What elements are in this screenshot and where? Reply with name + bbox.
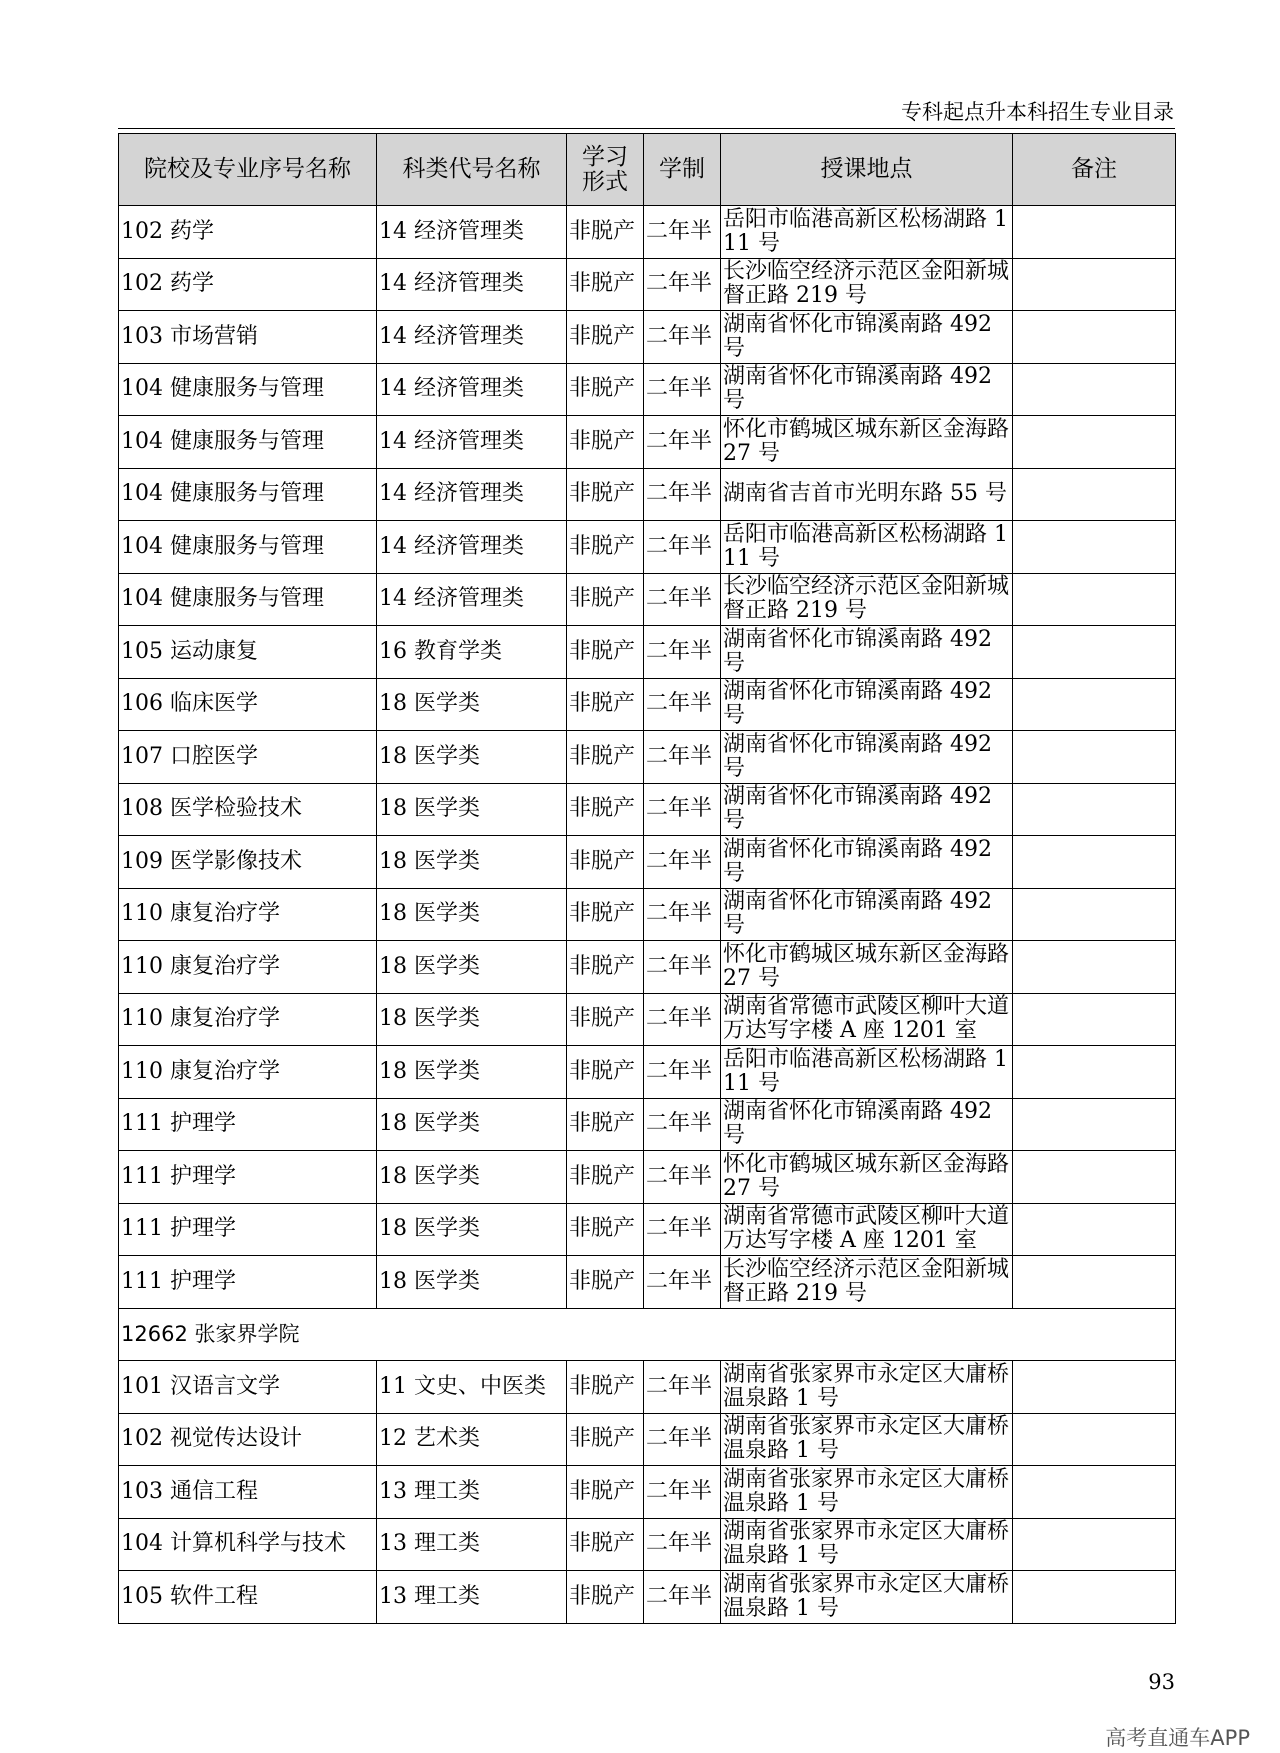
table-row	[119, 258, 1176, 311]
duration-cell: 二年半	[644, 1413, 721, 1466]
page-number: 93	[1148, 1670, 1175, 1694]
duration-cell: 二年半	[644, 311, 721, 364]
category-cell: 18 医学类	[377, 888, 567, 941]
duration-cell: 二年半	[644, 941, 721, 994]
table-row	[119, 626, 1176, 679]
duration-cell: 二年半	[644, 1046, 721, 1099]
note-cell	[1013, 993, 1176, 1046]
major-cell: 104 健康服务与管理	[119, 416, 377, 469]
mode-cell: 非脱产	[567, 311, 644, 364]
location-cell: 湖南省常德市武陵区柳叶大道万达写字楼 A 座 1201 室	[721, 993, 1013, 1046]
mode-cell: 非脱产	[567, 521, 644, 574]
note-cell	[1013, 468, 1176, 521]
major-cell: 102 药学	[119, 258, 377, 311]
category-cell: 14 经济管理类	[377, 573, 567, 626]
mode-cell: 非脱产	[567, 363, 644, 416]
location-cell: 岳阳市临港高新区松杨湖路 111 号	[721, 521, 1013, 574]
table-row	[119, 206, 1176, 259]
duration-cell: 二年半	[644, 993, 721, 1046]
mode-cell: 非脱产	[567, 941, 644, 994]
column-header-location: 授课地点	[721, 134, 1013, 206]
column-header-major: 院校及专业序号名称	[119, 134, 377, 206]
location-cell: 湖南省怀化市锦溪南路 492 号	[721, 678, 1013, 731]
mode-cell: 非脱产	[567, 468, 644, 521]
location-cell: 湖南省怀化市锦溪南路 492 号	[721, 783, 1013, 836]
category-cell: 11 文史、中医类	[377, 1361, 567, 1414]
duration-cell: 二年半	[644, 1203, 721, 1256]
category-cell: 12 艺术类	[377, 1413, 567, 1466]
column-header-note: 备注	[1013, 134, 1176, 206]
duration-cell: 二年半	[644, 573, 721, 626]
category-cell: 18 医学类	[377, 1203, 567, 1256]
major-cell: 110 康复治疗学	[119, 941, 377, 994]
duration-cell: 二年半	[644, 1466, 721, 1519]
category-cell: 18 医学类	[377, 678, 567, 731]
table-row	[119, 1203, 1176, 1256]
note-cell	[1013, 258, 1176, 311]
table-row	[119, 1046, 1176, 1099]
school-name: 12662 张家界学院	[119, 1308, 1176, 1361]
note-cell	[1013, 783, 1176, 836]
mode-cell: 非脱产	[567, 626, 644, 679]
major-cell: 102 药学	[119, 206, 377, 259]
location-cell: 湖南省怀化市锦溪南路 492 号	[721, 626, 1013, 679]
mode-cell: 非脱产	[567, 783, 644, 836]
table-row	[119, 1571, 1176, 1624]
duration-cell: 二年半	[644, 1098, 721, 1151]
location-cell: 湖南省怀化市锦溪南路 492 号	[721, 311, 1013, 364]
major-cell: 111 护理学	[119, 1203, 377, 1256]
category-cell: 18 医学类	[377, 1256, 567, 1309]
mode-cell: 非脱产	[567, 731, 644, 784]
table-row	[119, 993, 1176, 1046]
mode-cell: 非脱产	[567, 206, 644, 259]
note-cell	[1013, 1256, 1176, 1309]
duration-cell: 二年半	[644, 783, 721, 836]
note-cell	[1013, 731, 1176, 784]
major-cell: 110 康复治疗学	[119, 888, 377, 941]
major-cell: 109 医学影像技术	[119, 836, 377, 889]
duration-cell: 二年半	[644, 1151, 721, 1204]
location-cell: 湖南省张家界市永定区大庸桥温泉路 1 号	[721, 1413, 1013, 1466]
table-row	[119, 416, 1176, 469]
major-cell: 110 康复治疗学	[119, 993, 377, 1046]
mode-cell: 非脱产	[567, 836, 644, 889]
duration-cell: 二年半	[644, 731, 721, 784]
mode-cell: 非脱产	[567, 993, 644, 1046]
major-cell: 110 康复治疗学	[119, 1046, 377, 1099]
category-cell: 18 医学类	[377, 731, 567, 784]
mode-cell: 非脱产	[567, 1046, 644, 1099]
note-cell	[1013, 836, 1176, 889]
mode-cell: 非脱产	[567, 1256, 644, 1309]
table-row	[119, 678, 1176, 731]
duration-cell: 二年半	[644, 888, 721, 941]
mode-cell: 非脱产	[567, 1571, 644, 1624]
major-cell: 111 护理学	[119, 1151, 377, 1204]
note-cell	[1013, 1413, 1176, 1466]
note-cell	[1013, 311, 1176, 364]
major-catalog-table	[118, 133, 1176, 1624]
major-cell: 107 口腔医学	[119, 731, 377, 784]
table-row	[119, 888, 1176, 941]
major-cell: 104 计算机科学与技术	[119, 1518, 377, 1571]
location-cell: 怀化市鹤城区城东新区金海路 27 号	[721, 1151, 1013, 1204]
duration-cell: 二年半	[644, 363, 721, 416]
category-cell: 18 医学类	[377, 1151, 567, 1204]
table-row	[119, 311, 1176, 364]
mode-cell: 非脱产	[567, 1466, 644, 1519]
table-header-row	[119, 134, 1176, 206]
column-header-category: 科类代号名称	[377, 134, 567, 206]
location-cell: 长沙临空经济示范区金阳新城督正路 219 号	[721, 258, 1013, 311]
major-cell: 101 汉语言文学	[119, 1361, 377, 1414]
category-cell: 18 医学类	[377, 836, 567, 889]
mode-cell: 非脱产	[567, 888, 644, 941]
location-cell: 怀化市鹤城区城东新区金海路 27 号	[721, 941, 1013, 994]
location-cell: 岳阳市临港高新区松杨湖路 111 号	[721, 1046, 1013, 1099]
category-cell: 16 教育学类	[377, 626, 567, 679]
duration-cell: 二年半	[644, 206, 721, 259]
note-cell	[1013, 573, 1176, 626]
category-cell: 18 医学类	[377, 783, 567, 836]
major-cell: 105 软件工程	[119, 1571, 377, 1624]
category-cell: 14 经济管理类	[377, 206, 567, 259]
location-cell: 湖南省怀化市锦溪南路 492 号	[721, 836, 1013, 889]
note-cell	[1013, 1571, 1176, 1624]
category-cell: 14 经济管理类	[377, 468, 567, 521]
mode-cell: 非脱产	[567, 416, 644, 469]
location-cell: 长沙临空经济示范区金阳新城督正路 219 号	[721, 1256, 1013, 1309]
note-cell	[1013, 363, 1176, 416]
location-cell: 湖南省怀化市锦溪南路 492 号	[721, 888, 1013, 941]
note-cell	[1013, 1361, 1176, 1414]
table-row	[119, 1518, 1176, 1571]
duration-cell: 二年半	[644, 1361, 721, 1414]
category-cell: 18 医学类	[377, 1046, 567, 1099]
category-cell: 18 医学类	[377, 941, 567, 994]
major-cell: 111 护理学	[119, 1256, 377, 1309]
category-cell: 14 经济管理类	[377, 521, 567, 574]
table-row	[119, 1098, 1176, 1151]
table-row	[119, 783, 1176, 836]
note-cell	[1013, 678, 1176, 731]
mode-cell: 非脱产	[567, 678, 644, 731]
mode-cell: 非脱产	[567, 1361, 644, 1414]
duration-cell: 二年半	[644, 1256, 721, 1309]
location-cell: 岳阳市临港高新区松杨湖路 111 号	[721, 206, 1013, 259]
mode-cell: 非脱产	[567, 1518, 644, 1571]
duration-cell: 二年半	[644, 416, 721, 469]
table-row	[119, 1413, 1176, 1466]
note-cell	[1013, 521, 1176, 574]
major-cell: 105 运动康复	[119, 626, 377, 679]
major-cell: 104 健康服务与管理	[119, 521, 377, 574]
note-cell	[1013, 888, 1176, 941]
table-row	[119, 1361, 1176, 1414]
location-cell: 长沙临空经济示范区金阳新城督正路 219 号	[721, 573, 1013, 626]
table-row	[119, 941, 1176, 994]
column-header-mode: 学习 形式	[567, 134, 644, 206]
table-row	[119, 731, 1176, 784]
major-cell: 104 健康服务与管理	[119, 363, 377, 416]
table-row	[119, 521, 1176, 574]
note-cell	[1013, 416, 1176, 469]
mode-cell: 非脱产	[567, 1098, 644, 1151]
location-cell: 怀化市鹤城区城东新区金海路 27 号	[721, 416, 1013, 469]
table-row	[119, 1151, 1176, 1204]
note-cell	[1013, 1466, 1176, 1519]
major-cell: 102 视觉传达设计	[119, 1413, 377, 1466]
table-row	[119, 363, 1176, 416]
table-row	[119, 836, 1176, 889]
major-cell: 108 医学检验技术	[119, 783, 377, 836]
note-cell	[1013, 941, 1176, 994]
major-cell: 104 健康服务与管理	[119, 573, 377, 626]
table-row	[119, 1466, 1176, 1519]
note-cell	[1013, 1203, 1176, 1256]
duration-cell: 二年半	[644, 1518, 721, 1571]
category-cell: 18 医学类	[377, 993, 567, 1046]
note-cell	[1013, 1518, 1176, 1571]
mode-cell: 非脱产	[567, 573, 644, 626]
location-cell: 湖南省怀化市锦溪南路 492 号	[721, 731, 1013, 784]
duration-cell: 二年半	[644, 678, 721, 731]
category-cell: 14 经济管理类	[377, 416, 567, 469]
table-row	[119, 468, 1176, 521]
category-cell: 13 理工类	[377, 1571, 567, 1624]
location-cell: 湖南省怀化市锦溪南路 492 号	[721, 363, 1013, 416]
category-cell: 13 理工类	[377, 1466, 567, 1519]
note-cell	[1013, 1046, 1176, 1099]
category-cell: 18 医学类	[377, 1098, 567, 1151]
mode-cell: 非脱产	[567, 1413, 644, 1466]
location-cell: 湖南省吉首市光明东路 55 号	[721, 468, 1013, 521]
duration-cell: 二年半	[644, 258, 721, 311]
mode-cell: 非脱产	[567, 1151, 644, 1204]
duration-cell: 二年半	[644, 626, 721, 679]
note-cell	[1013, 626, 1176, 679]
location-cell: 湖南省张家界市永定区大庸桥温泉路 1 号	[721, 1518, 1013, 1571]
major-cell: 103 通信工程	[119, 1466, 377, 1519]
table-body	[119, 206, 1176, 1624]
duration-cell: 二年半	[644, 836, 721, 889]
school-row	[119, 1308, 1176, 1361]
location-cell: 湖南省怀化市锦溪南路 492 号	[721, 1098, 1013, 1151]
location-cell: 湖南省张家界市永定区大庸桥温泉路 1 号	[721, 1571, 1013, 1624]
watermark: 高考直通车APP	[1105, 1726, 1250, 1750]
mode-cell: 非脱产	[567, 1203, 644, 1256]
location-cell: 湖南省张家界市永定区大庸桥温泉路 1 号	[721, 1361, 1013, 1414]
note-cell	[1013, 1151, 1176, 1204]
table-row	[119, 1256, 1176, 1309]
major-cell: 104 健康服务与管理	[119, 468, 377, 521]
category-cell: 14 经济管理类	[377, 311, 567, 364]
note-cell	[1013, 1098, 1176, 1151]
location-cell: 湖南省张家界市永定区大庸桥温泉路 1 号	[721, 1466, 1013, 1519]
category-cell: 13 理工类	[377, 1518, 567, 1571]
note-cell	[1013, 206, 1176, 259]
mode-cell: 非脱产	[567, 258, 644, 311]
major-cell: 106 临床医学	[119, 678, 377, 731]
table-row	[119, 573, 1176, 626]
category-cell: 14 经济管理类	[377, 363, 567, 416]
location-cell: 湖南省常德市武陵区柳叶大道万达写字楼 A 座 1201 室	[721, 1203, 1013, 1256]
column-header-duration: 学制	[644, 134, 721, 206]
category-cell: 14 经济管理类	[377, 258, 567, 311]
duration-cell: 二年半	[644, 1571, 721, 1624]
duration-cell: 二年半	[644, 521, 721, 574]
major-cell: 103 市场营销	[119, 311, 377, 364]
running-header: 专科起点升本科招生专业目录	[901, 100, 1174, 124]
header-rule	[118, 128, 1175, 129]
duration-cell: 二年半	[644, 468, 721, 521]
major-cell: 111 护理学	[119, 1098, 377, 1151]
